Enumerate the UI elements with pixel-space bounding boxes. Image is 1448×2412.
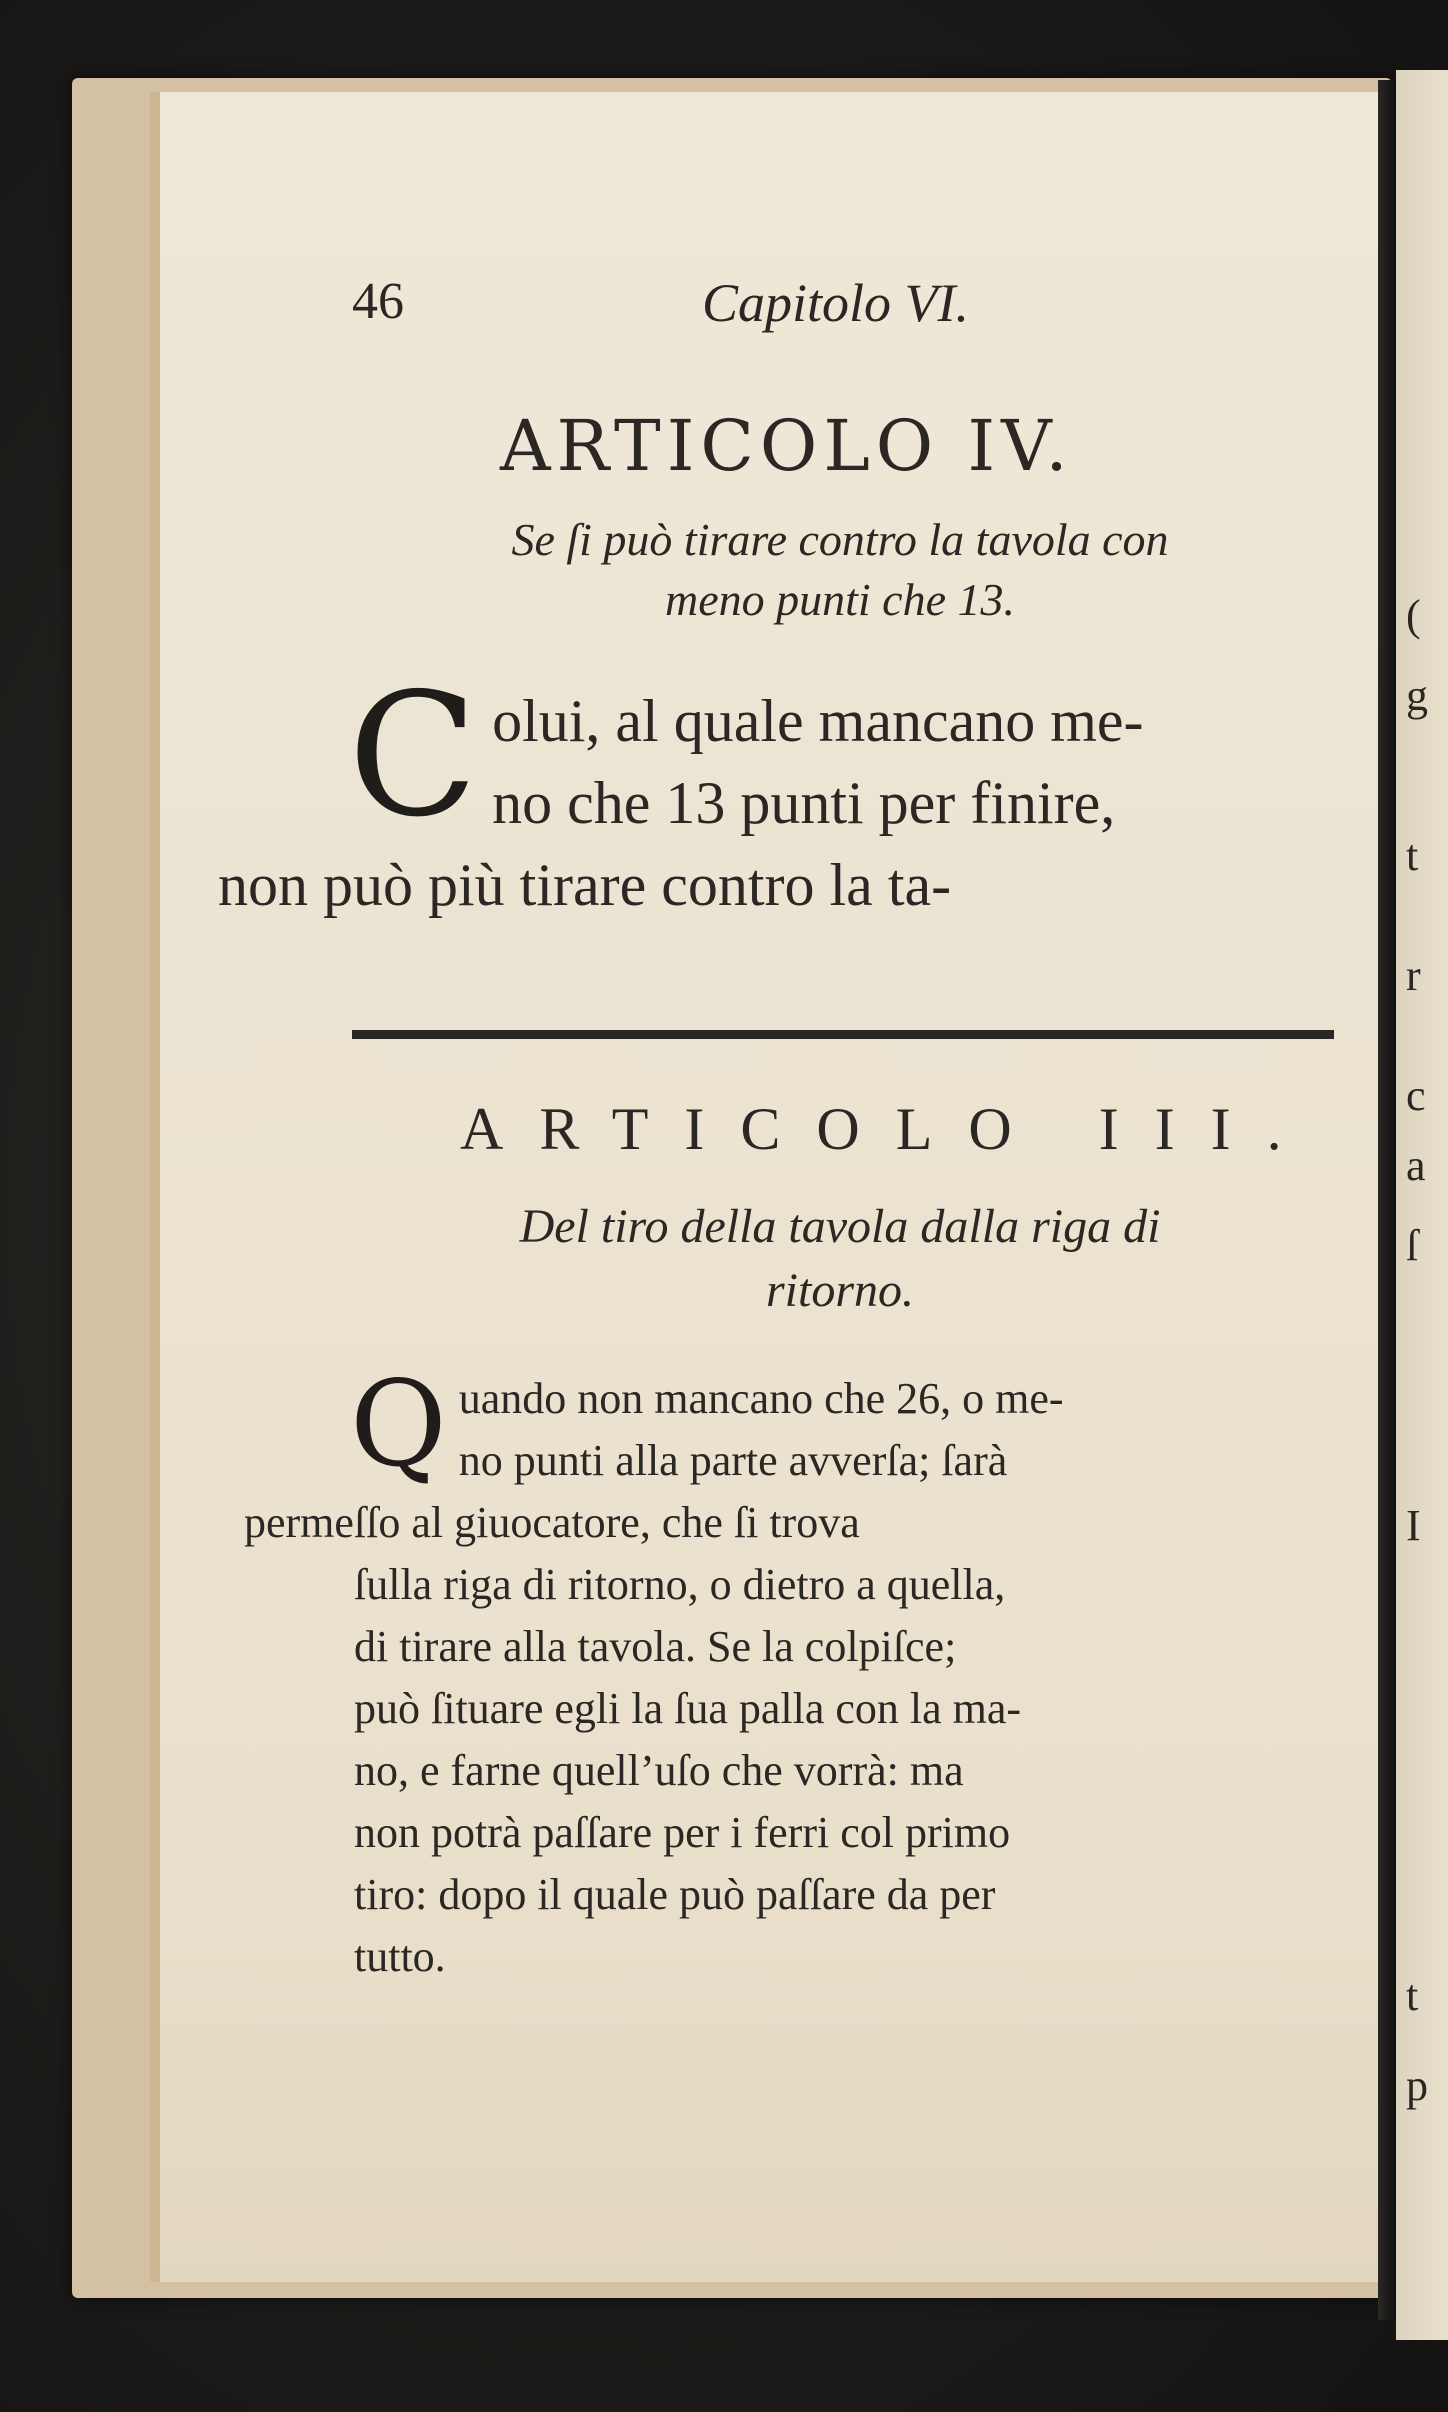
dropcap-q: Q	[350, 1355, 447, 1493]
chapter-title: Capitolo VI.	[702, 273, 969, 333]
section-divider-rule	[352, 1030, 1334, 1039]
body-line: permeſſo al giuocatore, che ſi trova	[244, 1498, 860, 1547]
body-line: non potrà paſſare per i ferri col primo	[354, 1808, 1011, 1857]
dropcap-c: C	[348, 657, 479, 855]
article-iii-heading: ARTICOLO III.	[460, 1096, 1318, 1162]
body-line: no che 13 punti per finire,	[492, 770, 1116, 836]
body-line: tutto.	[354, 1932, 446, 1981]
article-iv-subtitle-line: Se ſi può tirare contro la tavola con	[511, 514, 1169, 565]
running-head	[352, 272, 1052, 342]
facing-page-fragment: (	[1406, 591, 1421, 640]
article-iii-subtitle	[360, 1195, 1320, 1323]
article-iv-subtitle	[370, 510, 1310, 630]
facing-page-fragment: t	[1406, 1971, 1419, 2020]
body-line: no, e farne quell’uſo che vorrà: ma	[354, 1746, 964, 1795]
facing-page-fragment: p	[1406, 2061, 1428, 2110]
body-line: può ſituare egli la ſua palla con la ma-	[354, 1684, 1022, 1733]
facing-page-fragment: c	[1406, 1071, 1426, 1120]
page-number: 46	[352, 273, 404, 330]
facing-page-fragment: a	[1406, 1141, 1426, 1190]
body-line: di tirare alla tavola. Se la colpiſce;	[354, 1622, 957, 1671]
body-line: non può più tirare contro la ta-	[218, 852, 952, 918]
article-iii-body	[244, 1355, 1334, 1988]
facing-page-fragment: ſ	[1406, 1221, 1419, 1270]
facing-page-fragment: g	[1406, 671, 1428, 720]
body-line: tiro: dopo il quale può paſſare da per	[354, 1870, 996, 1919]
article-iii-subtitle-line: Del tiro della tavola dalla riga di	[519, 1200, 1161, 1253]
article-iv-heading: ARTICOLO IV.	[500, 405, 1074, 487]
body-line: olui, al quale mancano me-	[492, 688, 1144, 754]
facing-page-edge	[1396, 70, 1448, 2340]
facing-page-fragment: r	[1406, 951, 1421, 1000]
article-iv-body	[218, 657, 1334, 926]
book-gutter	[1378, 80, 1396, 2320]
body-line: no punti alla parte avverſa; ſarà	[458, 1436, 1008, 1485]
facing-page-fragment: I	[1406, 1501, 1421, 1550]
facing-page-fragment: t	[1406, 831, 1419, 880]
article-iv-subtitle-line: meno punti che 13.	[664, 574, 1016, 625]
body-line: ſulla riga di ritorno, o dietro a quella,	[354, 1560, 1006, 1609]
article-iii-subtitle-line: ritorno.	[765, 1264, 915, 1317]
body-line: uando non mancano che 26, o me-	[458, 1374, 1064, 1423]
